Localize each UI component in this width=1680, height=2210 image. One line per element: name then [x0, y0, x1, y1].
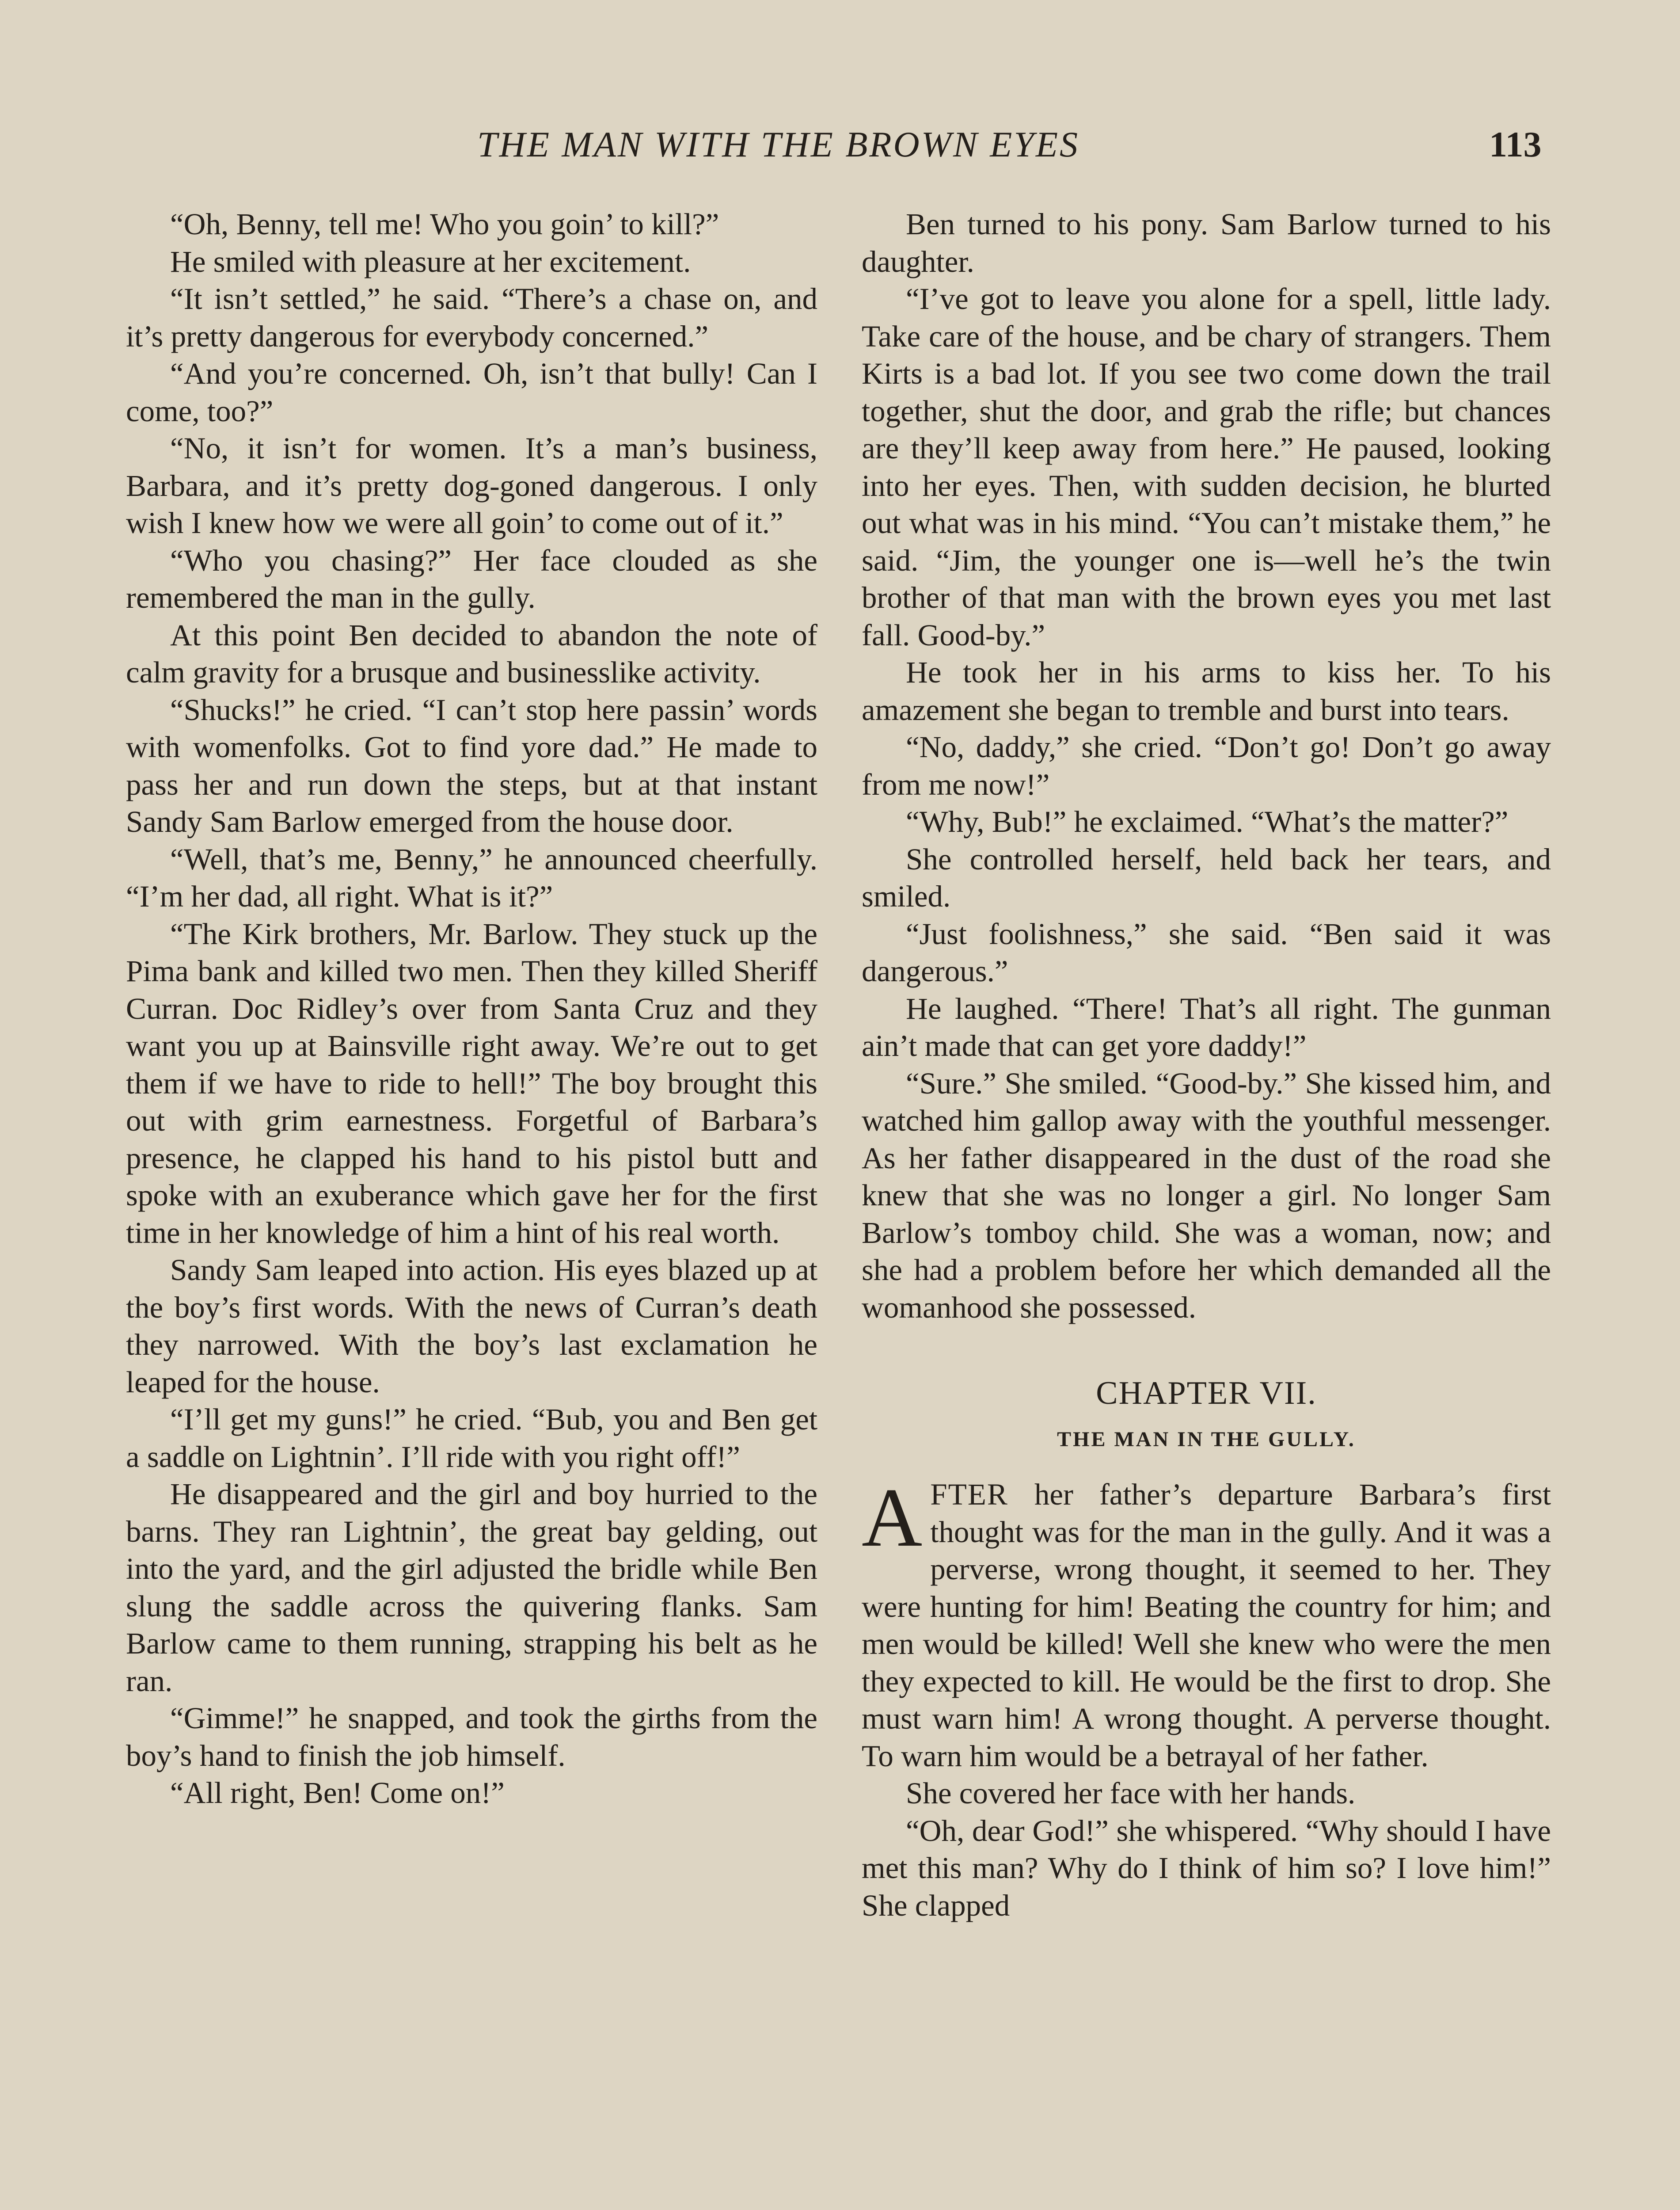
paragraph: “Sure.” She smiled. “Good-by.” She kissed him, and watched him gallop away with the youthful messenger. As her father disappeared in the dust of the road she knew that she was no longer a girl. No longer Sam Barlow’s tomboy child. She was a woman, now; and she had a problem before her which demanded all the womanhood she possessed. — [862, 1066, 1551, 1324]
chapter-opening-paragraph — [862, 1471, 1551, 1775]
paragraph: He laughed. “There! That’s all right. The gunman ain’t made that can get yore daddy!” — [862, 991, 1551, 1063]
page-number: 113 — [1489, 124, 1542, 164]
paragraph: “No, it isn’t for women. It’s a man’s business, Barbara, and it’s pretty dog-goned dangerous. I only wish I knew how we were all goin’ to come out of it.” — [126, 431, 817, 540]
running-head: THE MAN WITH THE BROWN EYES — [477, 124, 1080, 164]
paragraph: “Just foolishness,” she said. “Ben said it was dangerous.” — [862, 917, 1551, 988]
paragraph: “All right, Ben! Come on!” — [170, 1776, 505, 1810]
paragraph: “Oh, dear God!” she whispered. “Why should I have met this man? Why do I think of him so? I love him!” She clapped — [862, 1814, 1551, 1922]
drop-cap: A — [862, 1471, 923, 1564]
paragraph: At this point Ben decided to abandon the note of calm gravity for a brusque and businesslike activity. — [126, 618, 817, 689]
paragraph: He disappeared and the girl and boy hurried to the barns. They ran Lightnin’, the great bay gelding, out into the yard, and the girl adjusted the bridle while Ben slung the saddle across the quivering flanks. Sam Barlow came to them running, strapping his belt as he ran. — [126, 1477, 817, 1698]
paragraph: “No, daddy,” she cried. “Don’t go! Don’t go away from me now!” — [862, 730, 1551, 801]
paragraph: He took her in his arms to kiss her. To his amazement she began to tremble and burst into tears. — [862, 655, 1551, 727]
paragraph: “I’ll get my guns!” he cried. “Bub, you and Ben get a saddle on Lightnin’. I’ll ride with you right off!” — [126, 1402, 817, 1474]
chapter-heading: CHAPTER VII. — [1096, 1375, 1317, 1411]
paragraph: Sandy Sam leaped into action. His eyes blazed up at the boy’s first words. With the news of Curran’s death they narrowed. With the boy’s last exclamation he leaped for the house. — [126, 1253, 817, 1399]
paragraph: “Who you chasing?” Her face clouded as she remembered the man in the gully. — [126, 543, 817, 614]
paragraph: He smiled with pleasure at her excitement. — [170, 244, 691, 278]
paragraph: “Well, that’s me, Benny,” he announced cheerfully. “I’m her dad, all right. What is it?” — [126, 842, 817, 913]
paragraph: “Gimme!” he snapped, and took the girths from the boy’s hand to finish the job himself. — [126, 1701, 817, 1772]
paragraph: “Shucks!” he cried. “I can’t stop here passin’ words with womenfolks. Got to find yore dad.” He made to pass her and run down the steps, but at that instant Sandy Sam Barlow emerged from the house door. — [126, 693, 817, 838]
paragraph: She controlled herself, held back her tears, and smiled. — [862, 842, 1551, 913]
opening-text: her father’s departure Barbara’s first thought was for the man in the gully. And it was a perverse, wrong thought, it seemed to her. They were hunting for him! Beating the country for him; and men would be killed! Well she knew who were the men they expected to kill. He would be the first to drop. She must warn him! A wrong thought. A perverse thought. To warn him would be a betrayal of her father. — [862, 1478, 1551, 1773]
paragraph: “Oh, Benny, tell me! Who you goin’ to kill?” — [170, 207, 719, 241]
paragraph: “Why, Bub!” he exclaimed. “What’s the matter?” — [906, 805, 1509, 838]
chapter-subtitle: THE MAN IN THE GULLY. — [1057, 1427, 1356, 1451]
opening-word: FTER — [930, 1478, 1008, 1511]
right-column — [862, 206, 1551, 1924]
paragraph: She covered her face with her hands. — [906, 1776, 1356, 1810]
paragraph: “I’ve got to leave you alone for a spell, little lady. Take care of the house, and be chary of strangers. Them Kirts is a bad lot. If you see two come down the trail together, shut the door, and grab the rifle; but chances are they’ll keep away from here.” He paused, looking into her eyes. Then, with sudden decision, he blurted out what was in his mind. “You can’t mistake them,” he said. “Jim, the younger one is—well he’s the twin brother of that man with the brown eyes you met last fall. Good-by.” — [862, 282, 1551, 652]
paragraph: “It isn’t settled,” he said. “There’s a chase on, and it’s pretty dangerous for everybody concerned.” — [126, 282, 817, 353]
paragraph: “And you’re concerned. Oh, isn’t that bully! Can I come, too?” — [126, 357, 817, 428]
paragraph: Ben turned to his pony. Sam Barlow turned to his daughter. — [862, 207, 1551, 278]
left-column — [126, 206, 817, 1812]
paragraph: “The Kirk brothers, Mr. Barlow. They stuck up the Pima bank and killed two men. Then they killed Sheriff Curran. Doc Ridley’s over from Santa Cruz and they want you up at Bainsville right away. We’re out to get them if we have to ride to hell!” The boy brought this out with grim earnestness. Forgetful of Barbara’s presence, he clapped his hand to his pistol butt and spoke with an exuberance which gave her for the first time in her knowledge of him a hint of his real worth. — [126, 917, 817, 1250]
